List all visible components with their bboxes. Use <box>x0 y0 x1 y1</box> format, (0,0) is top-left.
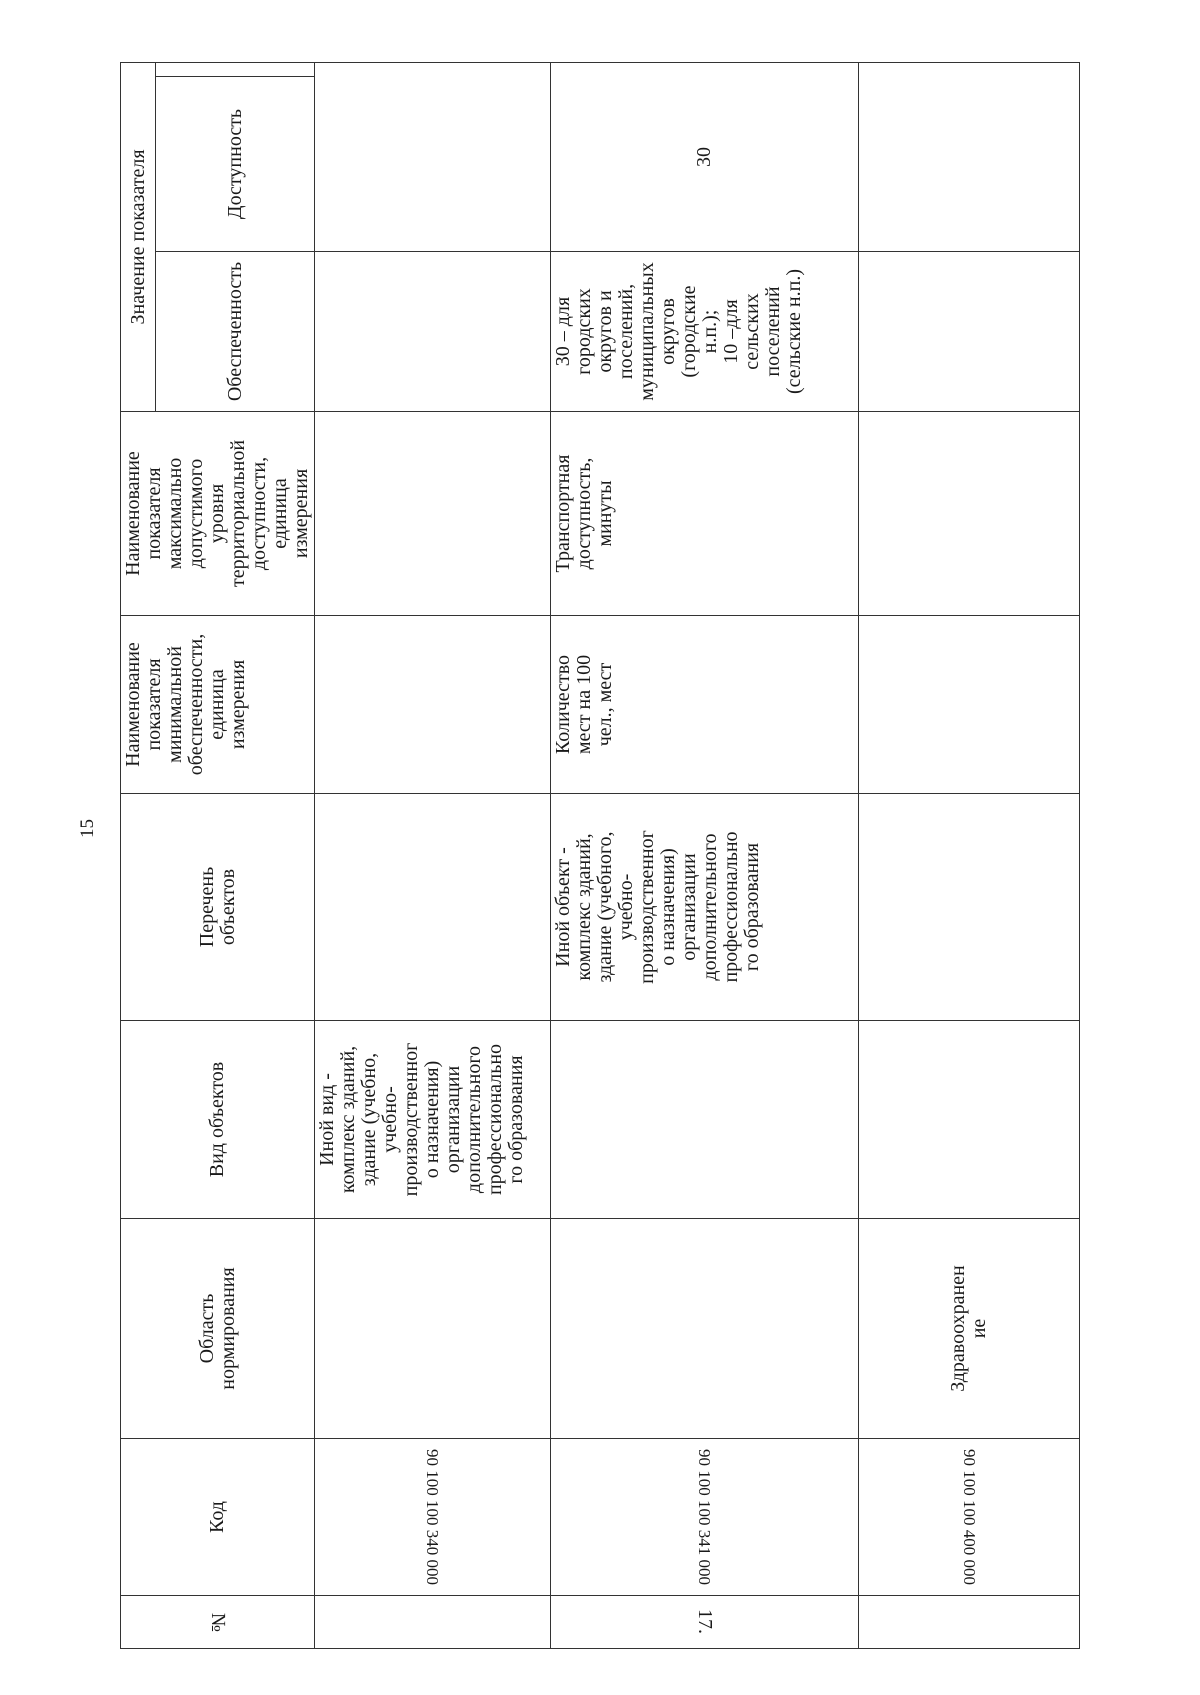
header-type: Вид объектов <box>121 1021 315 1219</box>
cell-provision: 30 – для городских округов и поселений, муниципальных округов (городские н.п.); 10 –для сельских поселений (сельские н.п.) <box>551 252 859 412</box>
header-spacer <box>156 62 315 76</box>
standards-table <box>120 62 1080 1649</box>
rotated-table-container <box>120 63 1073 1649</box>
cell-accessibility <box>315 62 551 251</box>
cell-min-indicator <box>315 616 551 794</box>
cell-max-indicator: Транспортная доступность, минуты <box>551 412 859 616</box>
cell-num <box>315 1596 551 1649</box>
header-min-indicator: Наименование показателя минимальной обеспеченности, единица измерения <box>121 616 315 794</box>
cell-provision <box>859 252 1080 412</box>
code-text: 90 100 100 400 000 <box>959 1449 979 1585</box>
header-value-group: Значение показателя <box>121 62 156 411</box>
header-area: Область нормирования <box>121 1219 315 1439</box>
cell-num <box>859 1596 1080 1649</box>
header-num-text: № <box>207 1612 229 1632</box>
header-list: Перечень объектов <box>121 794 315 1021</box>
header-provision: Обеспеченность <box>156 252 315 412</box>
code-text: 90 100 100 340 000 <box>423 1449 442 1585</box>
cell-type <box>859 1021 1080 1219</box>
page-number: 15 <box>77 819 98 838</box>
cell-type: Иной вид - комплекс зданий, здание (учебно, учебно- производственног о назначения) организации дополнительного профессионально го образования <box>315 1021 551 1219</box>
cell-area <box>315 1219 551 1439</box>
table-row <box>859 62 1080 1648</box>
cell-list <box>859 794 1080 1021</box>
cell-code <box>551 1439 859 1596</box>
header-max-indicator: Наименование показателя максимально допустимого уровня территориальной доступности, единица измерения <box>121 412 315 616</box>
header-accessibility: Доступность <box>156 77 315 252</box>
header-code: Код <box>121 1439 315 1596</box>
cell-code <box>859 1439 1080 1596</box>
cell-num <box>551 1596 859 1649</box>
cell-accessibility <box>859 62 1080 251</box>
cell-provision <box>315 252 551 412</box>
table-row <box>315 62 551 1648</box>
cell-list: Иной объект - комплекс зданий, здание (учебного, учебно- производственног о назначения) организации дополнительного профессионально го образования <box>551 794 859 1021</box>
cell-max-indicator <box>315 412 551 616</box>
cell-min-indicator <box>859 616 1080 794</box>
num-text: 17. <box>694 1609 716 1635</box>
cell-type <box>551 1021 859 1219</box>
code-text: 90 100 100 341 000 <box>695 1449 714 1585</box>
cell-area <box>551 1219 859 1439</box>
cell-code <box>315 1439 551 1596</box>
table-row <box>551 62 859 1648</box>
cell-list <box>315 794 551 1021</box>
cell-accessibility: 30 <box>551 62 859 251</box>
cell-min-indicator: Количество мест на 100 чел., мест <box>551 616 859 794</box>
header-num <box>121 1596 315 1649</box>
cell-max-indicator <box>859 412 1080 616</box>
cell-area: Здравоохранен ие <box>859 1219 1080 1439</box>
